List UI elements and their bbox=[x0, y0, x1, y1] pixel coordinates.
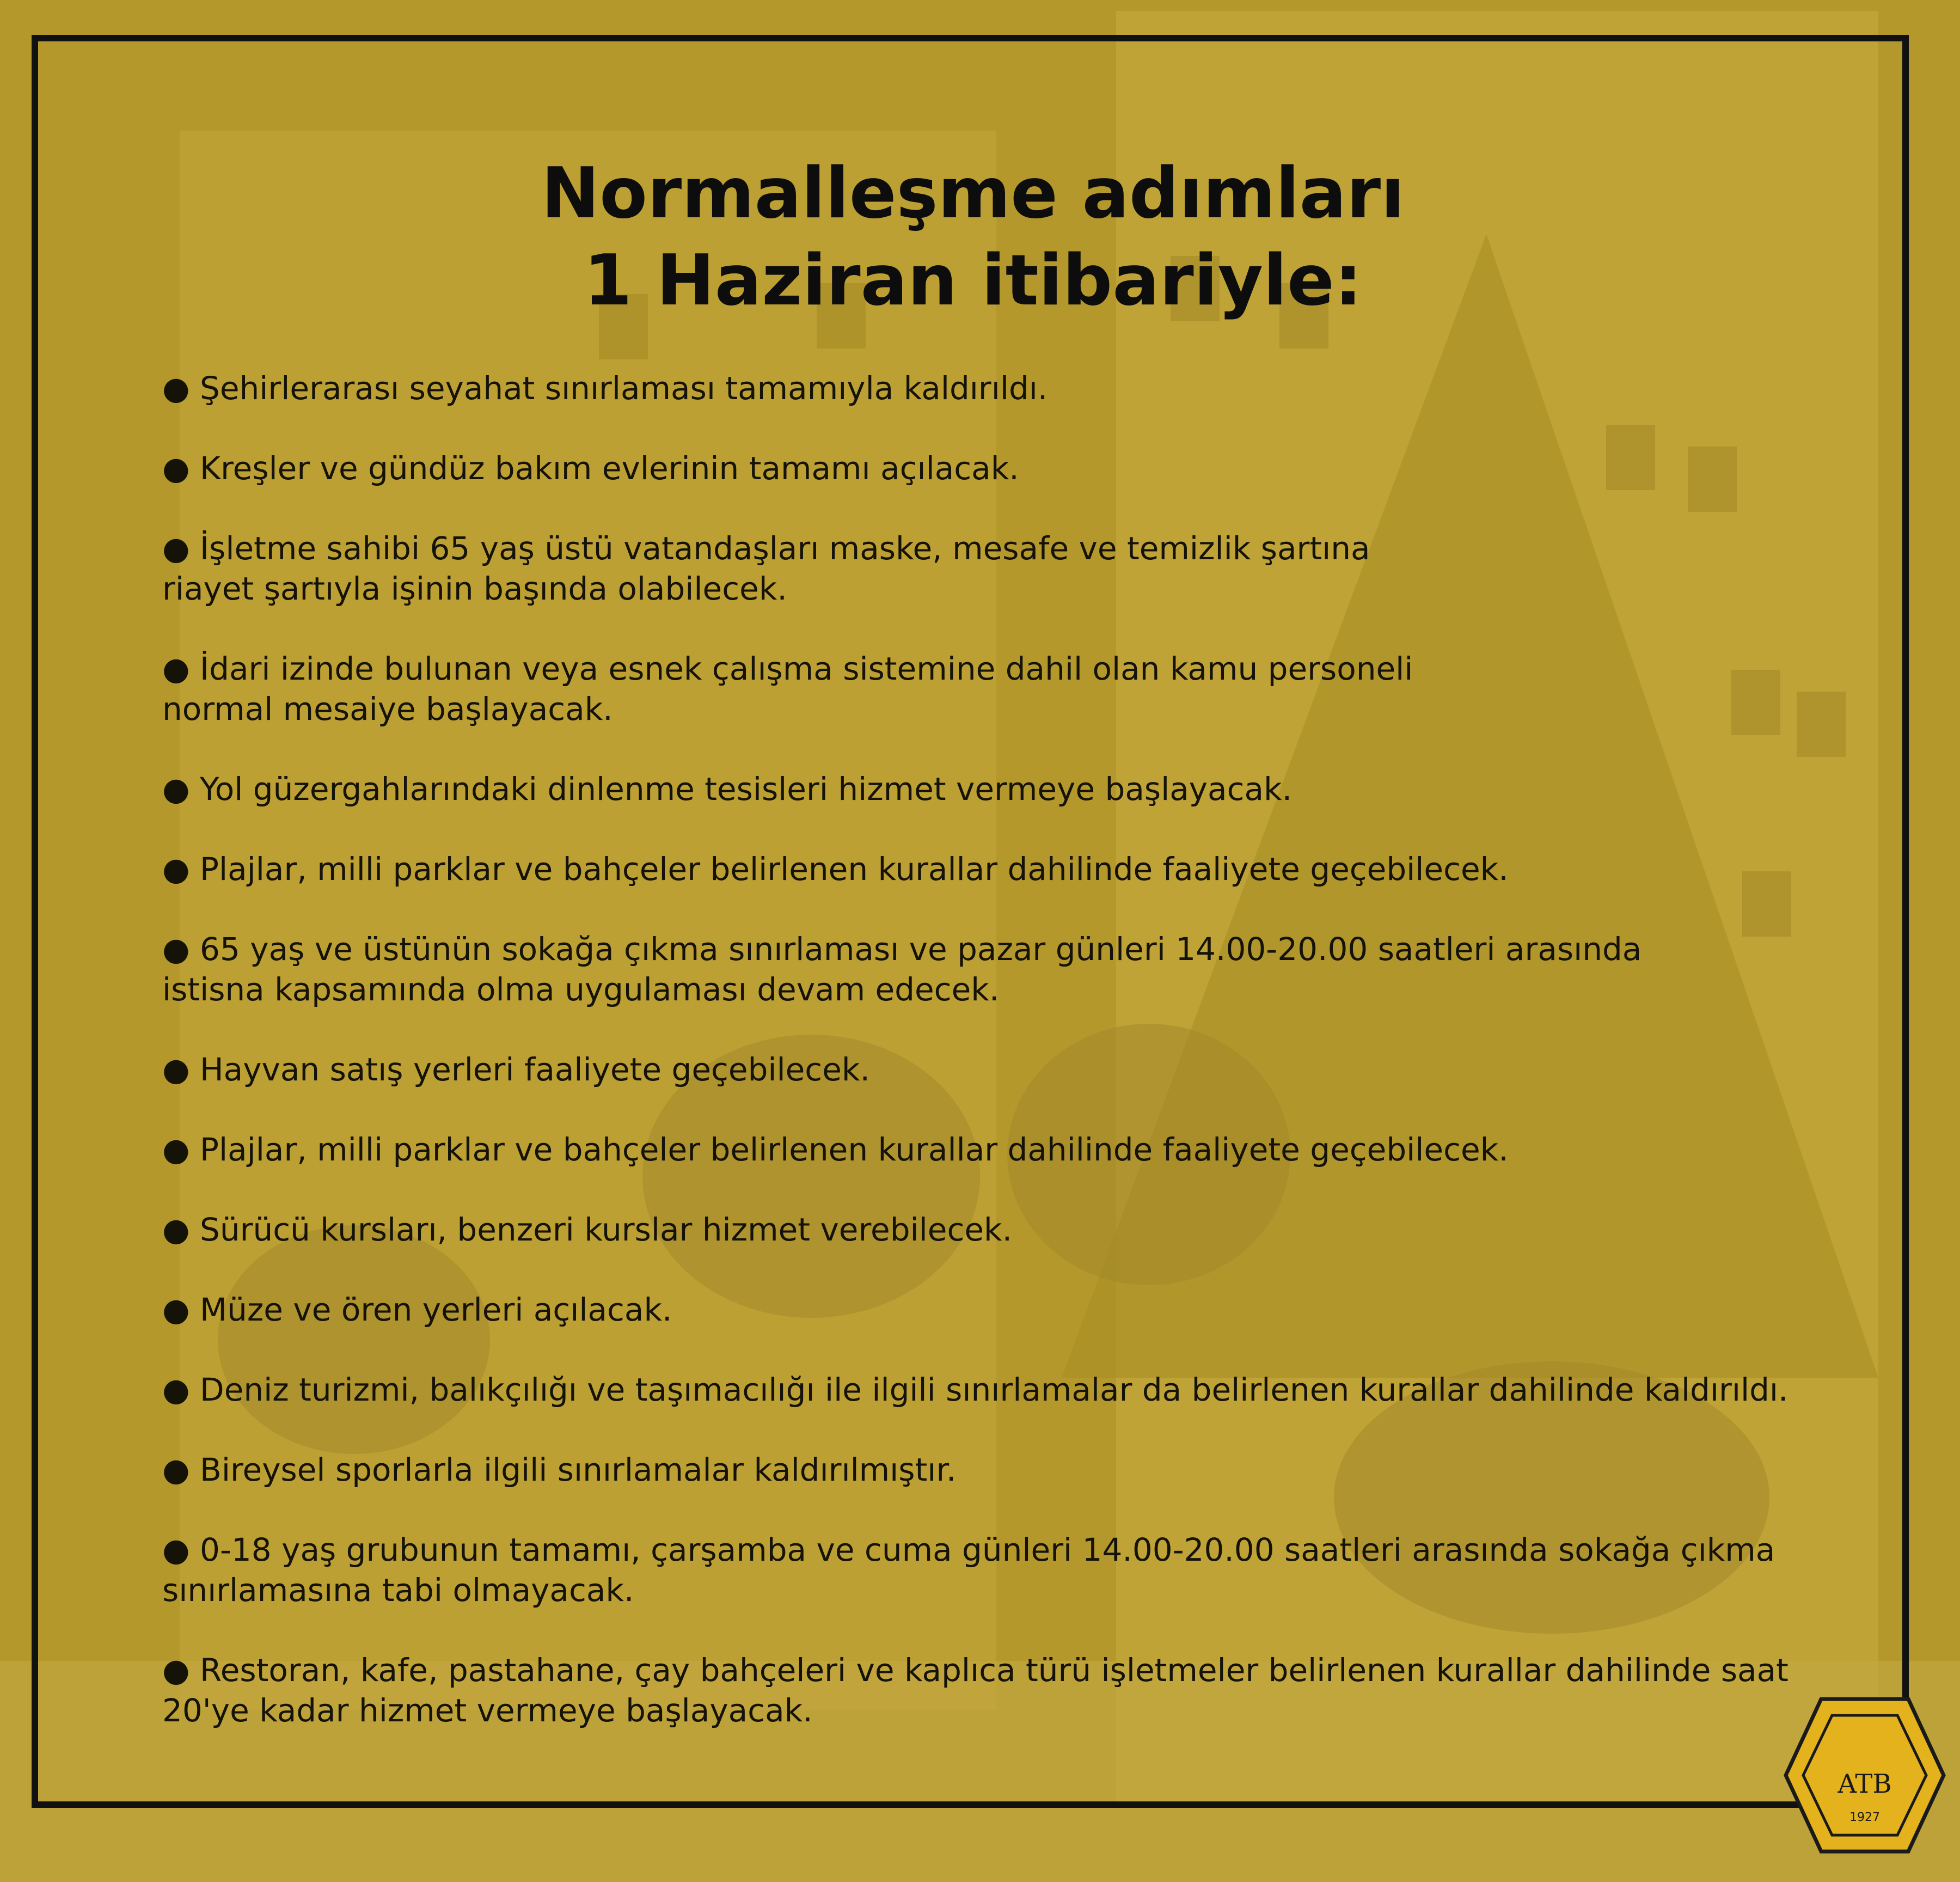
page-title bbox=[38, 150, 1908, 325]
title-line-1: Normalleşme adımları bbox=[541, 153, 1405, 234]
list-item: ● Kreşler ve gündüz bakım evlerinin tamamı açılacak. bbox=[162, 450, 1019, 487]
list-item: ● Restoran, kafe, pastahane, çay bahçeleri ve kaplıca türü işletmeler belirlenen kurallar dahilinde saat 20'ye kadar hizmet vermeye başlayacak. bbox=[162, 1652, 1788, 1729]
list-item: ● Deniz turizmi, balıkçılığı ve taşımacılığı ile ilgili sınırlamalar da belirlenen kurallar dahilinde kaldırıldı. bbox=[162, 1371, 1788, 1408]
list-item: ● Müze ve ören yerleri açılacak. bbox=[162, 1291, 672, 1328]
list-item: ● İdari izinde bulunan veya esnek çalışma sistemine dahil olan kamu personeli normal mesaiye başlayacak. bbox=[162, 650, 1413, 728]
list-item: ● Şehirlerarası seyahat sınırlaması tamamıyla kaldırıldı. bbox=[162, 370, 1048, 407]
list-item: ● Plajlar, milli parklar ve bahçeler belirlenen kurallar dahilinde faaliyete geçebilecek. bbox=[162, 851, 1509, 888]
list-item: ● 65 yaş ve üstünün sokağa çıkma sınırlaması ve pazar günleri 14.00-20.00 saatleri arasında istisna kapsamında olma uygulaması devam edecek. bbox=[162, 931, 1642, 1008]
list-item: ● Sürücü kursları, benzeri kurslar hizmet verebilecek. bbox=[162, 1211, 1013, 1248]
list-item: ● Bireysel sporlarla ilgili sınırlamalar kaldırılmıştır. bbox=[162, 1451, 957, 1488]
list-item: ● 0-18 yaş grubunun tamamı, çarşamba ve cuma günleri 14.00-20.00 saatleri arasında sokağa çıkma sınırlamasına tabi olmayacak. bbox=[162, 1531, 1775, 1609]
content-frame bbox=[32, 35, 1909, 1808]
logo-letters: ATB bbox=[1837, 1769, 1892, 1799]
list-item: ● Yol güzergahlarındaki dinlenme tesisleri hizmet vermeye başlayacak. bbox=[162, 771, 1293, 808]
list-item: ● İşletme sahibi 65 yaş üstü vatandaşları maske, mesafe ve temizlik şartına riayet şartıyla işinin başında olabilecek. bbox=[162, 530, 1370, 607]
title-line-2: 1 Haziran itibariyle: bbox=[584, 240, 1362, 321]
atb-logo bbox=[1780, 1694, 1949, 1857]
list-item: ● Plajlar, milli parklar ve bahçeler belirlenen kurallar dahilinde faaliyete geçebilecek. bbox=[162, 1131, 1509, 1168]
logo-year: 1927 bbox=[1849, 1811, 1880, 1824]
measures-list bbox=[162, 368, 1877, 1770]
list-item: ● Hayvan satış yerleri faaliyete geçebilecek. bbox=[162, 1051, 870, 1088]
